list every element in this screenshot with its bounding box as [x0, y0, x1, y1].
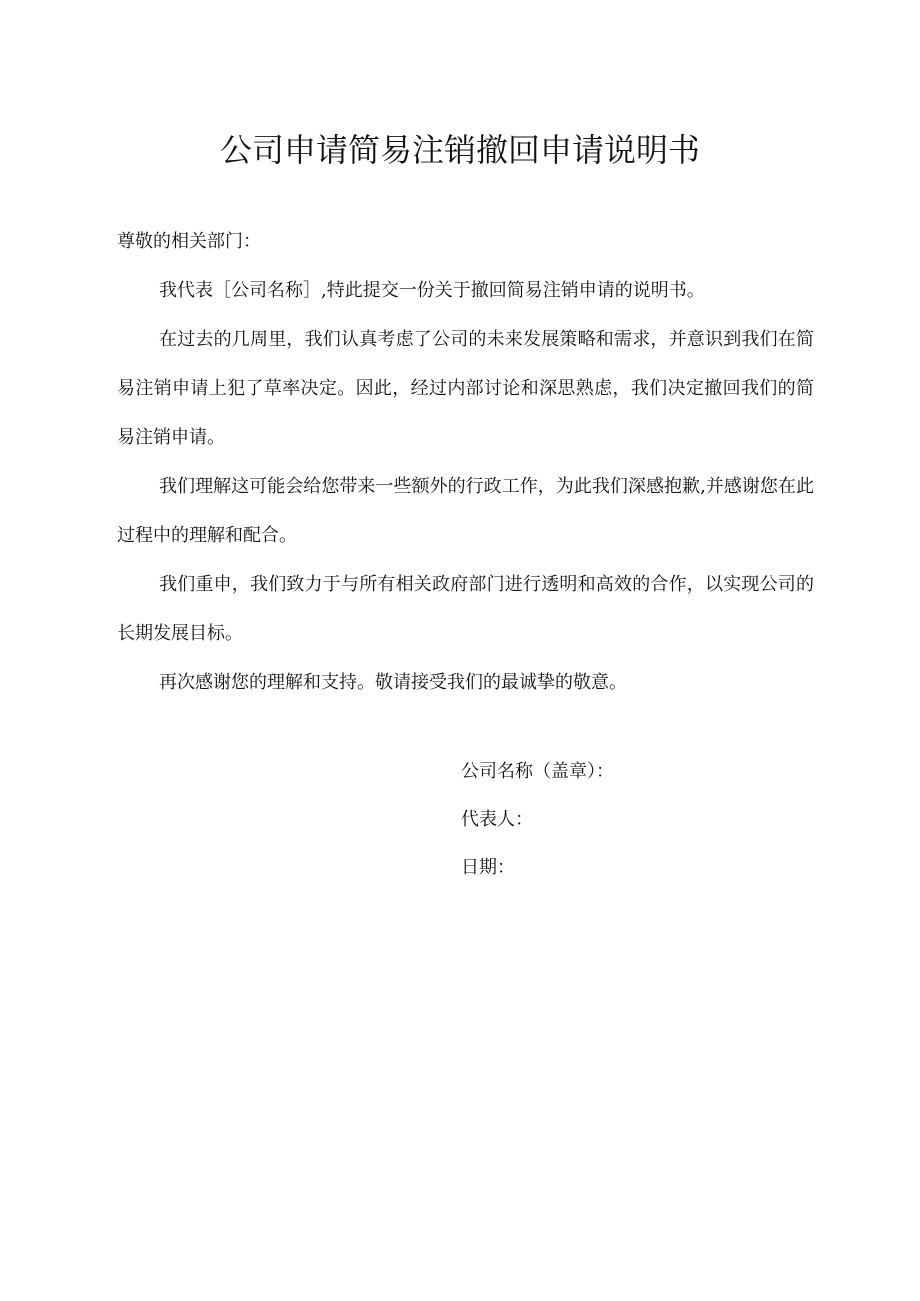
paragraph-closing: 再次感谢您的理解和支持。敬请接受我们的最诚挚的敬意。: [159, 672, 627, 693]
paragraph-commitment: 我们重申，我们致力于与所有相关政府部门进行透明和高效的合作，以实现公司的长期发展目标。: [117, 574, 814, 644]
paragraph-intro: 我代表［公司名称］,特此提交一份关于撤回简易注销申请的说明书。: [159, 280, 705, 301]
paragraph-apology: 我们理解这可能会给您带来一些额外的行政工作，为此我们深感抱歉,并感谢您在此过程中的理解和配合。: [117, 476, 814, 546]
signature-representative-label: 代表人：: [461, 809, 533, 830]
document-title: 公司申请简易注销撤回申请说明书: [219, 131, 700, 169]
paragraph-reason: 在过去的几周里，我们认真考虑了公司的未来发展策略和需求，并意识到我们在简易注销申请上犯了草率决定。因此，经过内部讨论和深思熟虑，我们决定撤回我们的简易注销申请。: [117, 329, 814, 448]
signature-date-label: 日期：: [461, 857, 515, 878]
salutation: 尊敬的相关部门：: [117, 231, 261, 252]
signature-company-label: 公司名称（盖章）：: [461, 761, 614, 782]
